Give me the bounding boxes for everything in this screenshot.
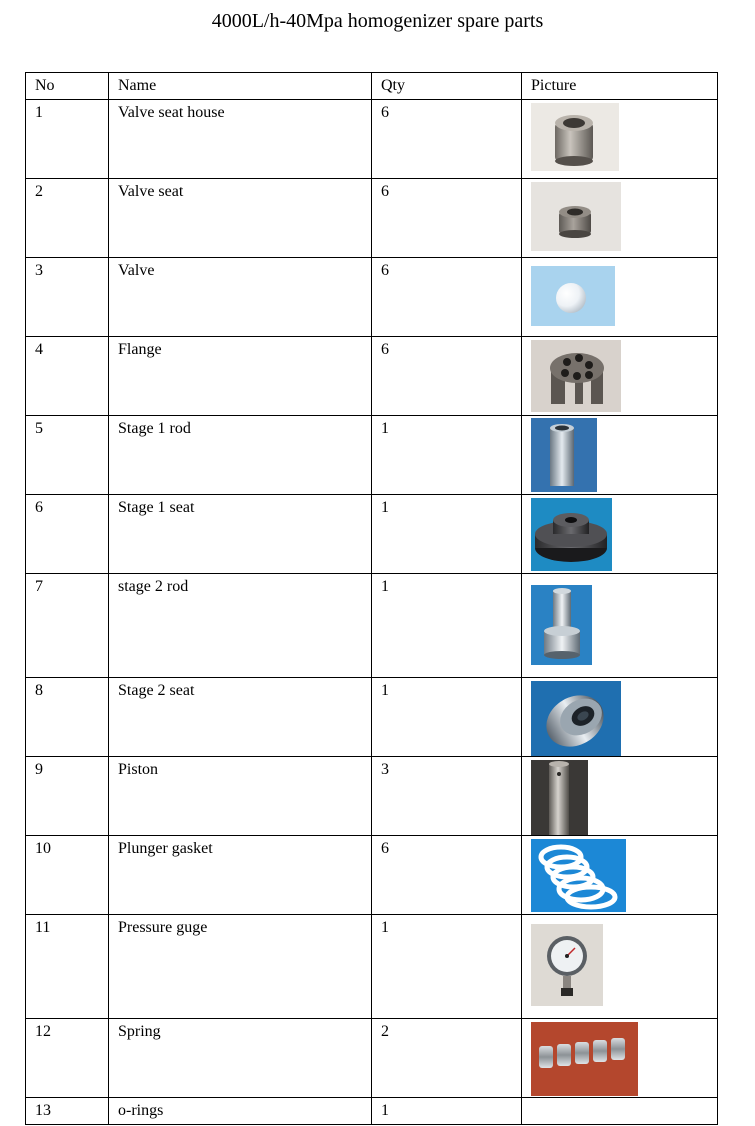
cell-name: Spring xyxy=(109,1019,372,1098)
cell-no: 1 xyxy=(26,100,109,179)
cell-name: stage 2 rod xyxy=(109,574,372,678)
stage-1-seat-photo xyxy=(531,498,612,571)
document-title: 4000L/h-40Mpa homogenizer spare parts xyxy=(211,10,544,32)
cell-qty: 1 xyxy=(372,495,522,574)
cell-no: 10 xyxy=(26,836,109,915)
cell-no: 6 xyxy=(26,495,109,574)
table-row xyxy=(26,179,718,258)
table-row xyxy=(26,915,718,1019)
cell-name: Valve seat house xyxy=(109,100,372,179)
table-row xyxy=(26,574,718,678)
cell-name: Stage 1 seat xyxy=(109,495,372,574)
stage-1-rod-photo xyxy=(531,418,597,492)
cell-name: Stage 2 seat xyxy=(109,678,372,757)
cell-picture xyxy=(522,100,718,179)
cell-no: 7 xyxy=(26,574,109,678)
stage-2-rod-photo xyxy=(531,585,592,665)
cell-no: 11 xyxy=(26,915,109,1019)
plunger-gasket-photo xyxy=(531,839,626,912)
table-row xyxy=(26,836,718,915)
cell-qty: 6 xyxy=(372,100,522,179)
cell-picture xyxy=(522,836,718,915)
spring-photo xyxy=(531,1022,638,1096)
table-row xyxy=(26,100,718,179)
cell-picture xyxy=(522,258,718,337)
valve-ball-photo xyxy=(531,266,615,326)
cell-no: 5 xyxy=(26,416,109,495)
table-row xyxy=(26,678,718,757)
cell-name: Piston xyxy=(109,757,372,836)
cell-picture xyxy=(522,757,718,836)
cell-name: Plunger gasket xyxy=(109,836,372,915)
cell-no: 8 xyxy=(26,678,109,757)
cell-qty: 6 xyxy=(372,179,522,258)
cell-picture xyxy=(522,416,718,495)
cell-qty: 1 xyxy=(372,574,522,678)
table-row xyxy=(26,1019,718,1098)
cell-no: 12 xyxy=(26,1019,109,1098)
table-row xyxy=(26,1098,718,1125)
table-row xyxy=(26,337,718,416)
cell-picture xyxy=(522,1098,718,1125)
cell-qty: 1 xyxy=(372,1098,522,1125)
cell-qty: 1 xyxy=(372,416,522,495)
table-header-row xyxy=(26,73,718,100)
cell-qty: 1 xyxy=(372,915,522,1019)
piston-photo xyxy=(531,760,588,835)
pressure-gauge-photo xyxy=(531,924,603,1006)
column-header-no: No xyxy=(26,73,109,100)
table-row xyxy=(26,757,718,836)
cell-name: Valve xyxy=(109,258,372,337)
column-header-picture: Picture xyxy=(522,73,718,100)
cell-qty: 3 xyxy=(372,757,522,836)
cell-qty: 2 xyxy=(372,1019,522,1098)
cell-name: Valve seat xyxy=(109,179,372,258)
spare-parts-table xyxy=(25,72,718,1125)
cell-picture xyxy=(522,337,718,416)
cell-qty: 1 xyxy=(372,678,522,757)
cell-name: o-rings xyxy=(109,1098,372,1125)
cell-qty: 6 xyxy=(372,337,522,416)
cell-picture xyxy=(522,574,718,678)
cell-qty: 6 xyxy=(372,258,522,337)
cell-picture xyxy=(522,678,718,757)
column-header-qty: Qty xyxy=(372,73,522,100)
cell-no: 2 xyxy=(26,179,109,258)
cell-no: 9 xyxy=(26,757,109,836)
cell-picture xyxy=(522,495,718,574)
table-row xyxy=(26,258,718,337)
cell-qty: 6 xyxy=(372,836,522,915)
cell-name: Flange xyxy=(109,337,372,416)
table-row xyxy=(26,495,718,574)
cell-picture xyxy=(522,915,718,1019)
cell-picture xyxy=(522,179,718,258)
cell-name: Pressure guge xyxy=(109,915,372,1019)
table-row xyxy=(26,416,718,495)
cell-no: 3 xyxy=(26,258,109,337)
valve-seat-photo xyxy=(531,182,621,251)
stage-2-seat-photo xyxy=(531,681,621,756)
cell-no: 4 xyxy=(26,337,109,416)
valve-seat-house-photo xyxy=(531,103,619,171)
cell-no: 13 xyxy=(26,1098,109,1125)
cell-picture xyxy=(522,1019,718,1098)
cell-name: Stage 1 rod xyxy=(109,416,372,495)
column-header-name: Name xyxy=(109,73,372,100)
flange-photo xyxy=(531,340,621,412)
